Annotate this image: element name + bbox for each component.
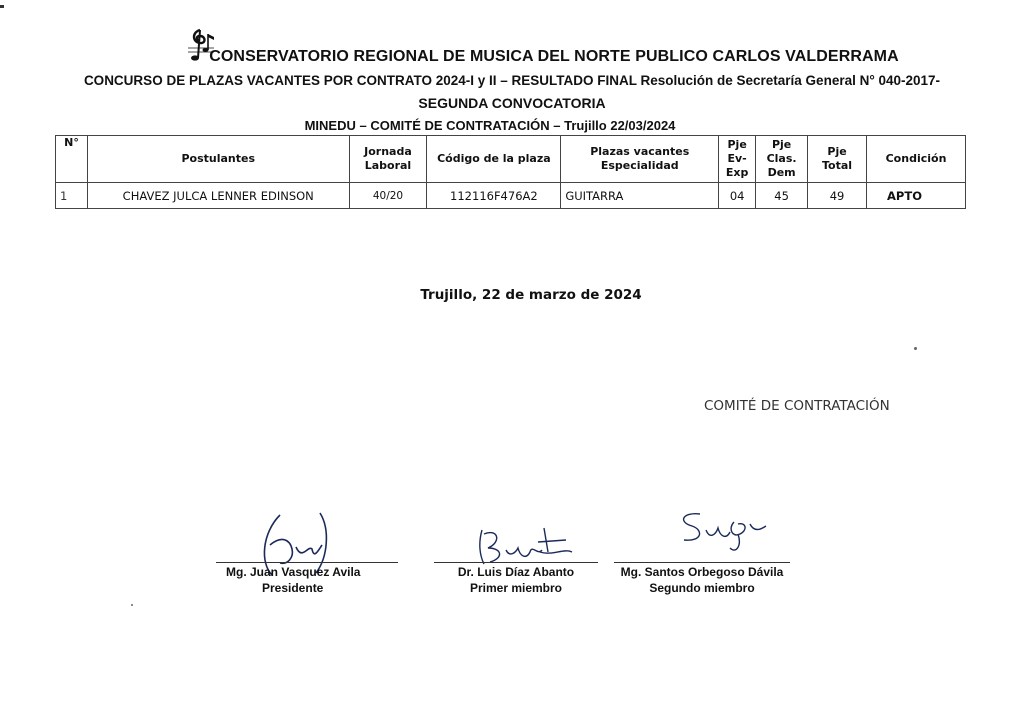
cell-score-total: 49 — [808, 183, 867, 209]
header-condition: Condición — [867, 136, 966, 183]
signature-role: Primer miembro — [469, 581, 563, 595]
header-n: N° — [56, 136, 88, 183]
cell-code: 112116F476A2 — [427, 183, 561, 209]
table-row — [56, 183, 966, 209]
table-header-row — [56, 136, 966, 183]
header-score-exp: Pje Ev- Exp — [719, 136, 756, 183]
header-score-class: Pje Clas. Dem — [756, 136, 808, 183]
cell-applicant: CHAVEZ JULCA LENNER EDINSON — [87, 183, 349, 209]
header-vacancies: Plazas vacantes Especialidad — [561, 136, 719, 183]
committee-title: COMITÉ DE CONTRATACIÓN — [704, 398, 890, 414]
contest-subtitle: CONCURSO DE PLAZAS VACANTES POR CONTRATO 2024-I y II – RESULTADO FINAL Resolución de Secretaría General N° 040-2017- — [83, 73, 941, 88]
cell-score-class: 45 — [756, 183, 808, 209]
header-applicants: Postulantes — [87, 136, 349, 183]
date-line: Trujillo, 22 de marzo de 2024 — [420, 287, 642, 303]
signature-name: Mg. Santos Orbegoso Dávila — [620, 565, 784, 579]
cell-workday: 40/20 — [349, 183, 427, 209]
committee-line: MINEDU – COMITÉ DE CONTRATACIÓN – Trujillo 22/03/2024 — [304, 118, 676, 133]
speck — [914, 347, 917, 350]
signature-role: Segundo miembro — [649, 581, 755, 595]
header-code: Código de la plaza — [427, 136, 561, 183]
signature-block-first-member — [434, 562, 598, 597]
institution-title: CONSERVATORIO REGIONAL DE MUSICA DEL NORTE PUBLICO CARLOS VALDERRAMA — [209, 48, 899, 65]
results-table — [55, 135, 966, 209]
speck — [131, 604, 133, 606]
signature-name: Dr. Luis Díaz Abanto — [457, 565, 575, 579]
signature-name: Mg. Juan Vasquez Avila — [226, 565, 361, 579]
header-score-total: Pje Total — [808, 136, 867, 183]
cell-condition: APTO — [867, 183, 966, 209]
header-workday: Jornada Laboral — [349, 136, 427, 183]
cell-vacancy: GUITARRA — [561, 183, 719, 209]
cell-score-exp: 04 — [719, 183, 756, 209]
scan-mark — [0, 5, 4, 8]
cell-n: 1 — [56, 183, 88, 209]
signature-block-second-member — [614, 562, 790, 597]
signature-block-president — [216, 562, 398, 597]
signature-role: Presidente — [262, 581, 324, 595]
call-title: SEGUNDA CONVOCATORIA — [418, 95, 606, 111]
signature-second-member — [672, 508, 772, 558]
